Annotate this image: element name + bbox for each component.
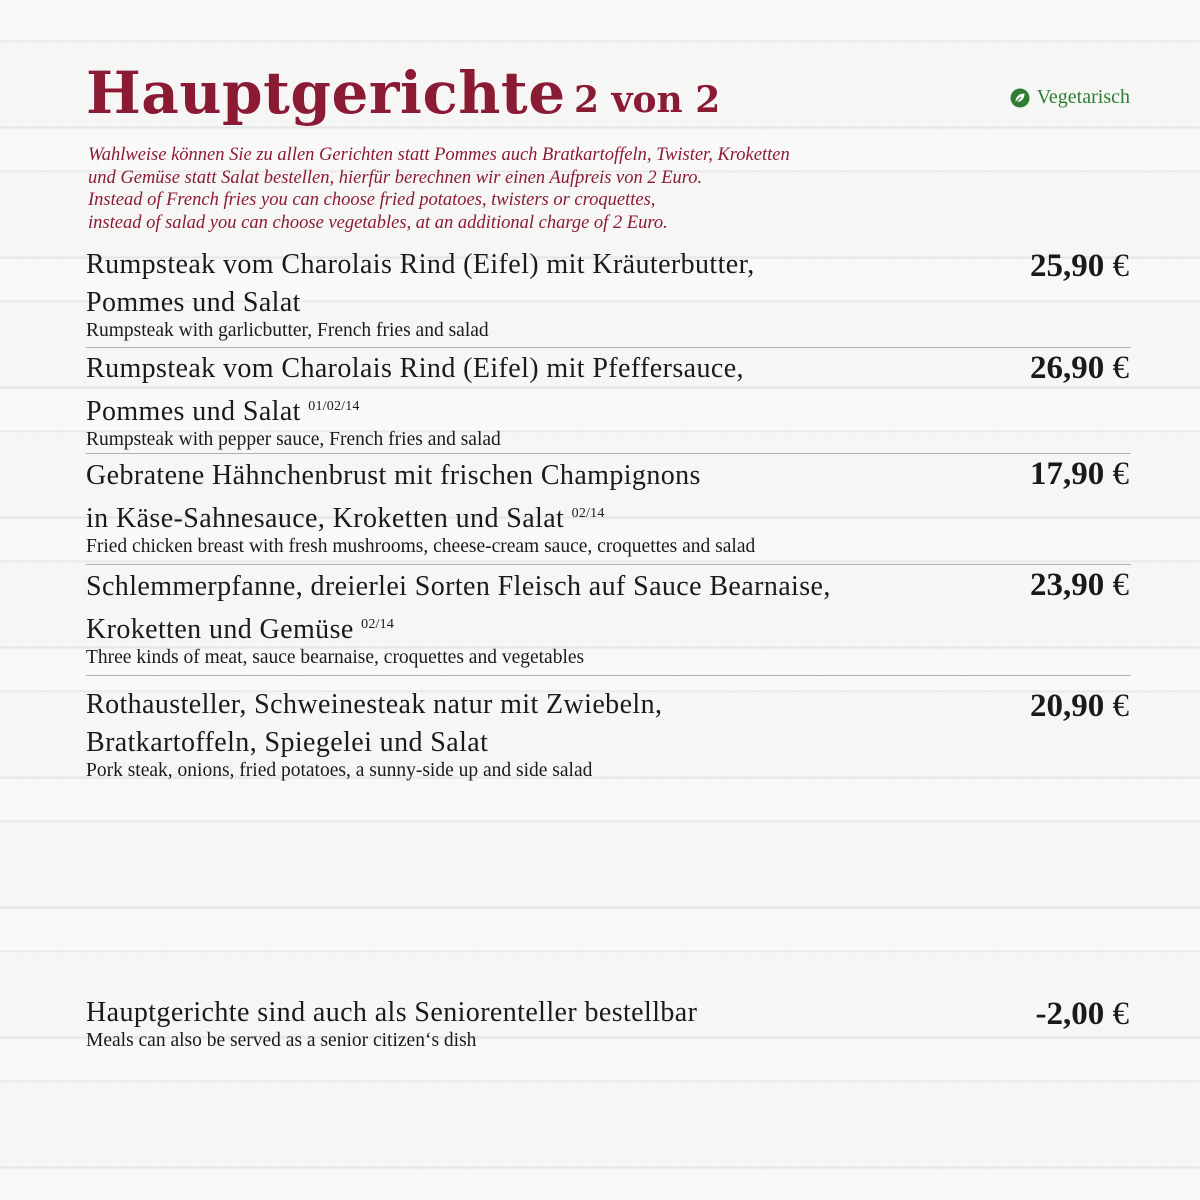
menu-item-title: Rumpsteak vom Charolais Rind (Eifel) mit Kräuterbutter, Pommes und Salat	[86, 249, 755, 318]
intro-line: und Gemüse statt Salat bestellen, hierfür berechnen wir einen Aufpreis von 2 Euro.	[88, 167, 703, 188]
menu-item	[86, 565, 1131, 676]
menu-item-price: 26,90 €	[1030, 350, 1129, 386]
menu-item-price: 17,90 €	[1030, 456, 1129, 492]
menu-item-price: 23,90 €	[1030, 567, 1129, 603]
menu-item-description: Fried chicken breast with fresh mushrooms, cheese-cream sauce, croquettes and salad	[86, 536, 756, 557]
menu-item-title: Gebratene Hähnchenbrust mit frischen Champignons in Käse-Sahnesauce, Kroketten und Salat $^{02/14}$	[86, 460, 701, 534]
menu-item	[86, 454, 1131, 565]
menu-item-description: Rumpsteak with pepper sauce, French fries and salad	[86, 429, 501, 450]
page-subtitle: 2 von 2	[574, 79, 721, 121]
menu-item-price: 20,90 €	[1030, 688, 1129, 724]
intro-line: Instead of French fries you can choose fried potatoes, twisters or croquettes,	[88, 190, 656, 210]
menu-item	[86, 246, 1131, 348]
menu-item-description: Pork steak, onions, fried potatoes, a sunny-side up and side salad	[86, 760, 593, 781]
senior-plate-title: Hauptgerichte sind auch als Seniorenteller bestellbar	[86, 997, 698, 1028]
allergen-codes: 01/02/14	[308, 399, 360, 414]
menu-item-title: Rothausteller, Schweinesteak natur mit Zwiebeln, Bratkartoffeln, Spiegelei und Salat	[86, 689, 663, 758]
senior-plate-description: Meals can also be served as a senior citizen‘s dish	[86, 1030, 477, 1051]
senior-plate-note	[86, 994, 1131, 1053]
menu-item-price: 25,90 €	[1030, 248, 1129, 284]
page-title: Hauptgerichte	[86, 59, 566, 127]
menu-item-title: Rumpsteak vom Charolais Rind (Eifel) mit Pfeffersauce, Pommes und Salat $^{01/02/14}$	[86, 353, 744, 427]
menu-item	[86, 348, 1131, 454]
menu-item	[86, 676, 1131, 792]
vegetarian-legend	[1010, 86, 1130, 109]
allergen-codes: 02/14	[361, 617, 395, 632]
intro-line: instead of salad you can choose vegetables, at an additional charge of 2 Euro.	[88, 212, 668, 233]
intro-note	[88, 144, 988, 234]
allergen-codes: 02/14	[571, 506, 605, 521]
menu-item-title: Schlemmerpfanne, dreierlei Sorten Fleisch auf Sauce Bearnaise, Kroketten und Gemüse $^{02/14}$	[86, 571, 831, 645]
menu-item-list	[86, 246, 1131, 792]
menu-item-description: Rumpsteak with garlicbutter, French fries and salad	[86, 320, 489, 341]
page-header	[86, 58, 1130, 134]
senior-plate-price: -2,00 €	[1035, 996, 1129, 1032]
leaf-icon	[1010, 88, 1030, 108]
menu-item-description: Three kinds of meat, sauce bearnaise, croquettes and vegetables	[86, 647, 585, 668]
intro-line: Wahlweise können Sie zu allen Gerichten statt Pommes auch Bratkartoffeln, Twister, Kroketten	[88, 145, 790, 165]
vegetarian-legend-label: Vegetarisch	[1036, 86, 1130, 108]
